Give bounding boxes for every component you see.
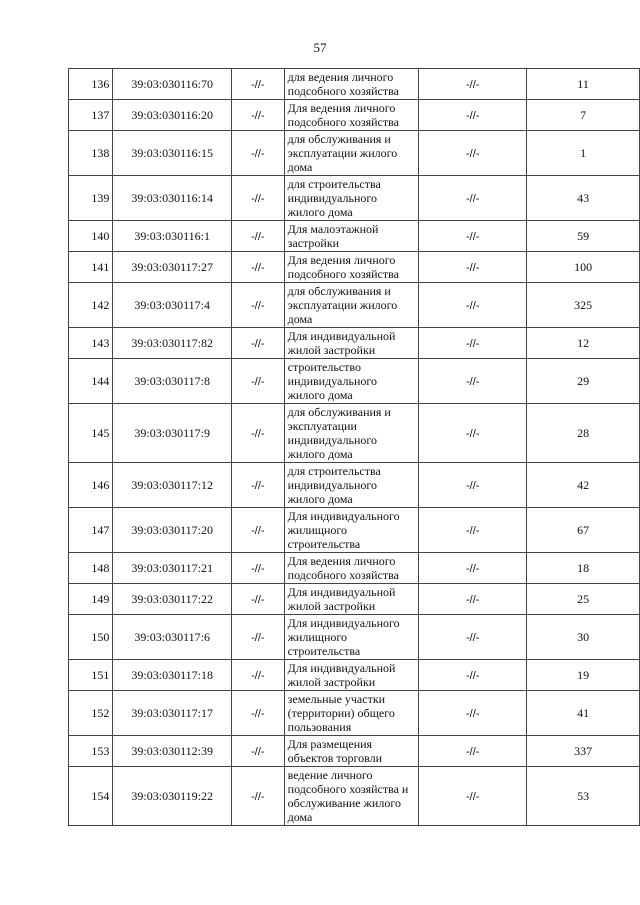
area-value: 325 bbox=[527, 283, 640, 328]
table-row bbox=[69, 463, 640, 508]
area-value: 12 bbox=[527, 328, 640, 359]
permitted-use: Для ведения личного подсобного хозяйства bbox=[284, 100, 419, 131]
row-number: 150 bbox=[69, 615, 113, 660]
same-as-above-mark: -//- bbox=[232, 508, 285, 553]
permitted-use: Для индивидуального жилищного строительства bbox=[284, 508, 419, 553]
table-row bbox=[69, 508, 640, 553]
same-as-above-mark: -//- bbox=[232, 131, 285, 176]
same-as-above-mark: -//- bbox=[232, 767, 285, 826]
permitted-use: для обслуживания и эксплуатации жилого дома bbox=[284, 131, 419, 176]
same-as-above-mark: -//- bbox=[232, 615, 285, 660]
row-number: 145 bbox=[69, 404, 113, 463]
same-as-above-mark: -//- bbox=[419, 463, 527, 508]
permitted-use: Для ведения личного подсобного хозяйства bbox=[284, 252, 419, 283]
area-value: 11 bbox=[527, 69, 640, 100]
cadastral-number: 39:03:030119:22 bbox=[113, 767, 232, 826]
permitted-use: земельные участки (территории) общего пользования bbox=[284, 691, 419, 736]
permitted-use: для ведения личного подсобного хозяйства bbox=[284, 69, 419, 100]
cadastral-number: 39:03:030116:1 bbox=[113, 221, 232, 252]
permitted-use: Для индивидуальной жилой застройки bbox=[284, 584, 419, 615]
same-as-above-mark: -//- bbox=[232, 404, 285, 463]
same-as-above-mark: -//- bbox=[232, 553, 285, 584]
same-as-above-mark: -//- bbox=[232, 283, 285, 328]
same-as-above-mark: -//- bbox=[232, 176, 285, 221]
permitted-use: Для индивидуальной жилой застройки bbox=[284, 660, 419, 691]
table-row bbox=[69, 553, 640, 584]
cadastral-number: 39:03:030116:14 bbox=[113, 176, 232, 221]
permitted-use: для обслуживания и эксплуатации индивидуального жилого дома bbox=[284, 404, 419, 463]
cadastral-number: 39:03:030117:21 bbox=[113, 553, 232, 584]
same-as-above-mark: -//- bbox=[419, 404, 527, 463]
row-number: 140 bbox=[69, 221, 113, 252]
permitted-use: Для индивидуальной жилой застройки bbox=[284, 328, 419, 359]
same-as-above-mark: -//- bbox=[419, 221, 527, 252]
same-as-above-mark: -//- bbox=[232, 463, 285, 508]
same-as-above-mark: -//- bbox=[419, 767, 527, 826]
same-as-above-mark: -//- bbox=[419, 176, 527, 221]
row-number: 137 bbox=[69, 100, 113, 131]
permitted-use: Для малоэтажной застройки bbox=[284, 221, 419, 252]
same-as-above-mark: -//- bbox=[419, 736, 527, 767]
same-as-above-mark: -//- bbox=[232, 660, 285, 691]
table-row bbox=[69, 404, 640, 463]
area-value: 29 bbox=[527, 359, 640, 404]
permitted-use: для строительства индивидуального жилого дома bbox=[284, 176, 419, 221]
same-as-above-mark: -//- bbox=[419, 252, 527, 283]
table-row bbox=[69, 176, 640, 221]
table-row bbox=[69, 767, 640, 826]
same-as-above-mark: -//- bbox=[419, 328, 527, 359]
table-row bbox=[69, 736, 640, 767]
cadastral-number: 39:03:030117:20 bbox=[113, 508, 232, 553]
same-as-above-mark: -//- bbox=[419, 660, 527, 691]
same-as-above-mark: -//- bbox=[419, 553, 527, 584]
row-number: 139 bbox=[69, 176, 113, 221]
cadastral-number: 39:03:030117:4 bbox=[113, 283, 232, 328]
cadastral-number: 39:03:030112:39 bbox=[113, 736, 232, 767]
area-value: 1 bbox=[527, 131, 640, 176]
table-row bbox=[69, 660, 640, 691]
page-number: 57 bbox=[313, 40, 327, 55]
area-value: 53 bbox=[527, 767, 640, 826]
table-row bbox=[69, 69, 640, 100]
permitted-use: Для ведения личного подсобного хозяйства bbox=[284, 553, 419, 584]
row-number: 144 bbox=[69, 359, 113, 404]
table-row bbox=[69, 691, 640, 736]
same-as-above-mark: -//- bbox=[232, 252, 285, 283]
row-number: 141 bbox=[69, 252, 113, 283]
row-number: 154 bbox=[69, 767, 113, 826]
row-number: 138 bbox=[69, 131, 113, 176]
same-as-above-mark: -//- bbox=[232, 221, 285, 252]
same-as-above-mark: -//- bbox=[232, 691, 285, 736]
same-as-above-mark: -//- bbox=[419, 283, 527, 328]
cadastral-number: 39:03:030117:12 bbox=[113, 463, 232, 508]
cadastral-number: 39:03:030117:8 bbox=[113, 359, 232, 404]
area-value: 337 bbox=[527, 736, 640, 767]
area-value: 42 bbox=[527, 463, 640, 508]
area-value: 19 bbox=[527, 660, 640, 691]
row-number: 152 bbox=[69, 691, 113, 736]
cadastral-number: 39:03:030117:18 bbox=[113, 660, 232, 691]
area-value: 18 bbox=[527, 553, 640, 584]
area-value: 59 bbox=[527, 221, 640, 252]
row-number: 149 bbox=[69, 584, 113, 615]
area-value: 25 bbox=[527, 584, 640, 615]
cadastral-number: 39:03:030116:20 bbox=[113, 100, 232, 131]
cadastral-number: 39:03:030117:6 bbox=[113, 615, 232, 660]
area-value: 30 bbox=[527, 615, 640, 660]
cadastral-number: 39:03:030117:9 bbox=[113, 404, 232, 463]
area-value: 41 bbox=[527, 691, 640, 736]
land-plots-table bbox=[68, 68, 640, 826]
row-number: 146 bbox=[69, 463, 113, 508]
same-as-above-mark: -//- bbox=[419, 100, 527, 131]
table-row bbox=[69, 252, 640, 283]
permitted-use: строительство индивидуального жилого дома bbox=[284, 359, 419, 404]
permitted-use: Для индивидуального жилищного строительства bbox=[284, 615, 419, 660]
cadastral-number: 39:03:030116:15 bbox=[113, 131, 232, 176]
same-as-above-mark: -//- bbox=[232, 359, 285, 404]
same-as-above-mark: -//- bbox=[419, 615, 527, 660]
cadastral-number: 39:03:030117:27 bbox=[113, 252, 232, 283]
row-number: 151 bbox=[69, 660, 113, 691]
same-as-above-mark: -//- bbox=[232, 736, 285, 767]
same-as-above-mark: -//- bbox=[419, 691, 527, 736]
permitted-use: Для размещения объектов торговли bbox=[284, 736, 419, 767]
same-as-above-mark: -//- bbox=[232, 69, 285, 100]
area-value: 100 bbox=[527, 252, 640, 283]
row-number: 142 bbox=[69, 283, 113, 328]
area-value: 67 bbox=[527, 508, 640, 553]
same-as-above-mark: -//- bbox=[419, 584, 527, 615]
cadastral-number: 39:03:030117:17 bbox=[113, 691, 232, 736]
permitted-use: для обслуживания и эксплуатации жилого дома bbox=[284, 283, 419, 328]
row-number: 143 bbox=[69, 328, 113, 359]
area-value: 43 bbox=[527, 176, 640, 221]
table-row bbox=[69, 221, 640, 252]
same-as-above-mark: -//- bbox=[232, 328, 285, 359]
table-row bbox=[69, 359, 640, 404]
area-value: 7 bbox=[527, 100, 640, 131]
same-as-above-mark: -//- bbox=[419, 508, 527, 553]
same-as-above-mark: -//- bbox=[419, 131, 527, 176]
table-row bbox=[69, 584, 640, 615]
permitted-use: ведение личного подсобного хозяйства и обслуживание жилого дома bbox=[284, 767, 419, 826]
table-row bbox=[69, 131, 640, 176]
cadastral-number: 39:03:030117:22 bbox=[113, 584, 232, 615]
table-row bbox=[69, 615, 640, 660]
row-number: 147 bbox=[69, 508, 113, 553]
permitted-use: для строительства индивидуального жилого дома bbox=[284, 463, 419, 508]
table-row bbox=[69, 100, 640, 131]
same-as-above-mark: -//- bbox=[232, 584, 285, 615]
same-as-above-mark: -//- bbox=[419, 69, 527, 100]
cadastral-number: 39:03:030116:70 bbox=[113, 69, 232, 100]
table-row bbox=[69, 328, 640, 359]
same-as-above-mark: -//- bbox=[232, 100, 285, 131]
cadastral-number: 39:03:030117:82 bbox=[113, 328, 232, 359]
row-number: 153 bbox=[69, 736, 113, 767]
row-number: 136 bbox=[69, 69, 113, 100]
same-as-above-mark: -//- bbox=[419, 359, 527, 404]
area-value: 28 bbox=[527, 404, 640, 463]
row-number: 148 bbox=[69, 553, 113, 584]
table-row bbox=[69, 283, 640, 328]
